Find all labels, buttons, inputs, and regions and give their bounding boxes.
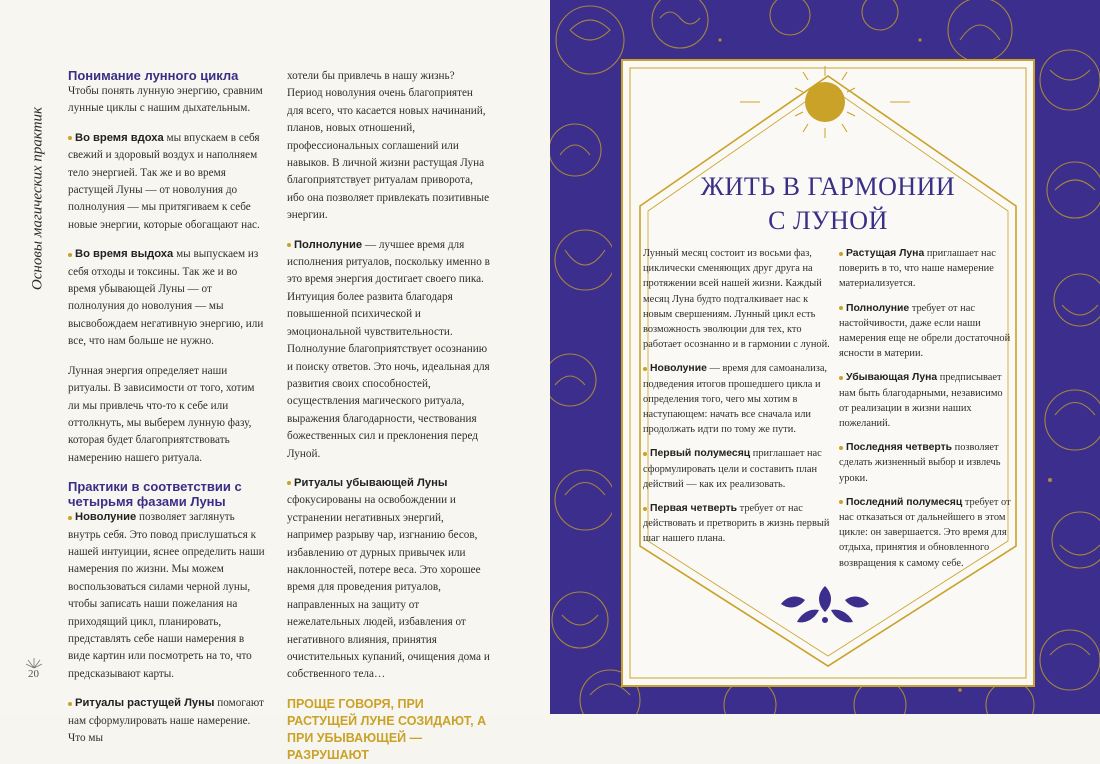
paragraph: Полнолуние — лучшее время для исполнения ритуалов, поскольку именно в это время энергия достигает своего пика. Интуиция более развита благодаря повышенной психической и эмоциональной чувствительности. Полнолуние благоприятствует осознанию и поиску ответов. Это ночь, идеальная для развития своих способностей, осуществления магического ритуала, выражения благодарности, чествования божественных сил и преклонения перед Луной. xyxy=(287,238,490,460)
bullet-icon xyxy=(643,452,647,456)
paragraph: Во время вдоха мы впускаем в себя свежий и здоровый воздух и наполняем тело энергией. Так же и во время растущей Луны — от новолуния до полнолуния — мы притягиваем к себе новые энергии, которые обогащают нас. xyxy=(68,131,260,231)
moon-phases-icon xyxy=(720,58,930,146)
pull-quote: ПРОЩЕ ГОВОРЯ, ПРИ РАСТУЩЕЙ ЛУНЕ СОЗИДАЮТ, А ПРИ УБЫВАЮЩЕЙ — РАЗРУШАЮТ xyxy=(287,696,487,762)
paragraph: Последняя четверть позволяет сделать жизненный выбор и извлечь уроки. xyxy=(839,442,1001,484)
paragraph: Лунный месяц состоит из восьми фаз, циклически сменяющих друг друга на протяжении всей нашей жизни. Каждый месяц Луна будто подталкивает нас к новым свершениям. Лунный цикл есть возможность эволюции для тех, кто работает осознанно и в гармонии с луной. xyxy=(643,248,830,351)
left-page xyxy=(0,0,550,762)
paragraph: Чтобы понять лунную энергию, сравним лунные циклы с нашим дыхательным. xyxy=(68,85,263,115)
paragraph: Во время выдоха мы выпускаем из себя отходы и токсины. Так же и во время убывающей Луны — от полнолуния до новолуния — мы высвобождаем негативную энергию, или все, что нам больше не нужно. xyxy=(68,248,264,348)
left-column-1 xyxy=(68,68,268,759)
bullet-icon xyxy=(643,507,647,511)
bullet-icon xyxy=(68,702,72,706)
sunburst-ornament-icon xyxy=(24,655,44,669)
paragraph: Лунная энергия определяет наши ритуалы. В зависимости от того, хотим ли мы привлечь что-то к себе или оттолкнуть, мы выберем лунную фазу, которая будет благоприятствовать намерению нашего ритуала. xyxy=(68,364,255,464)
paragraph: Убывающая Луна предписывает нам быть благодарными, независимо от реализации в жизни наших пожеланий. xyxy=(839,372,1003,430)
bullet-icon xyxy=(839,306,843,310)
bullet-icon xyxy=(68,136,72,140)
paragraph: Первая четверть требует от нас действовать и претворить в жизнь первый шаг нашего плана. xyxy=(643,503,830,545)
paragraph: хотели бы привлечь в нашу жизнь? Период новолуния очень благоприятен для всего, что касается новых начинаний, планов, новых отношений, профессиональных соглашений или навыков. В личной жизни растущая Луна благоприятствует ритуалам приворота, ибо она позволяет привлекать позитивные энергии. xyxy=(287,70,490,222)
bullet-icon xyxy=(839,500,843,504)
paragraph: Первый полумесяц приглашает нас сформулировать цели и составить план действий — как их реализовать. xyxy=(643,448,822,490)
paragraph: Новолуние позволяет заглянуть внутрь себя. Это повод прислушаться к нашей интуиции, яснее определить наши намерения по жизни. Мы можем воспользоваться силами черной луны, чтобы записать наши пожелания на приходящий цикл, планировать, представлять себе наши намерения в виде картин или посмотреть на то, что предсказывают карты. xyxy=(68,511,265,680)
bullet-icon xyxy=(68,516,72,520)
bullet-icon xyxy=(839,376,843,380)
bullet-icon xyxy=(839,252,843,256)
paragraph: Полнолуние требует от нас настойчивости, даже если наши намерения еще не обрели достаточной ясности в материи. xyxy=(839,302,1011,360)
paragraph: Ритуалы убывающей Луны сфокусированы на освобождении и устранении негативных энергий, например разрыву чар, изгнанию бесов, избавлению от дурных привычек или наклонностей, потере веса. Это хорошее время для проведения ритуалов, направленных на защиту от нежелательных людей, избавления от негативного влияния, принятия очистительных купаний, очищения дома и собственного тела… xyxy=(287,476,490,681)
bullet-icon xyxy=(68,253,72,257)
card-title: ЖИТЬ В ГАРМОНИИ С ЛУНОЙ xyxy=(700,172,956,235)
heading-practices: Практики в соответствии с четырьмя фазами Луны xyxy=(68,479,242,510)
paragraph: Растущая Луна приглашает нас поверить в то, что наше намерение материализуется. xyxy=(839,248,996,290)
right-page xyxy=(550,0,1100,714)
bullet-icon xyxy=(287,481,291,485)
bullet-icon xyxy=(287,243,291,247)
right-column-2 xyxy=(839,246,1011,580)
paragraph: Последний полумесяц требует от нас отказаться от дальнейшего в этом цикле: он завершается. Это время для отдыха, принятия и обновленного возвращения к самому себе. xyxy=(839,496,1011,569)
running-head: Основы магических практик xyxy=(29,106,46,291)
page-number: 20 xyxy=(28,668,39,680)
floral-ornament-icon xyxy=(775,582,875,626)
paragraph: Новолуние — время для самоанализа, подведения итогов прошедшего цикла и определения того, чего мы хотим в наступающем: начать все сначала или продолжать идти по тому же пути. xyxy=(643,363,828,436)
heading-lunar-cycle: Понимание лунного цикла xyxy=(68,68,239,83)
bullet-icon xyxy=(643,367,647,371)
bullet-icon xyxy=(839,446,843,450)
left-column-2 xyxy=(287,68,490,764)
right-column-1 xyxy=(643,246,831,556)
paragraph: Ритуалы растущей Луны помогают нам сформулировать наше намерение. Что мы xyxy=(68,697,264,744)
